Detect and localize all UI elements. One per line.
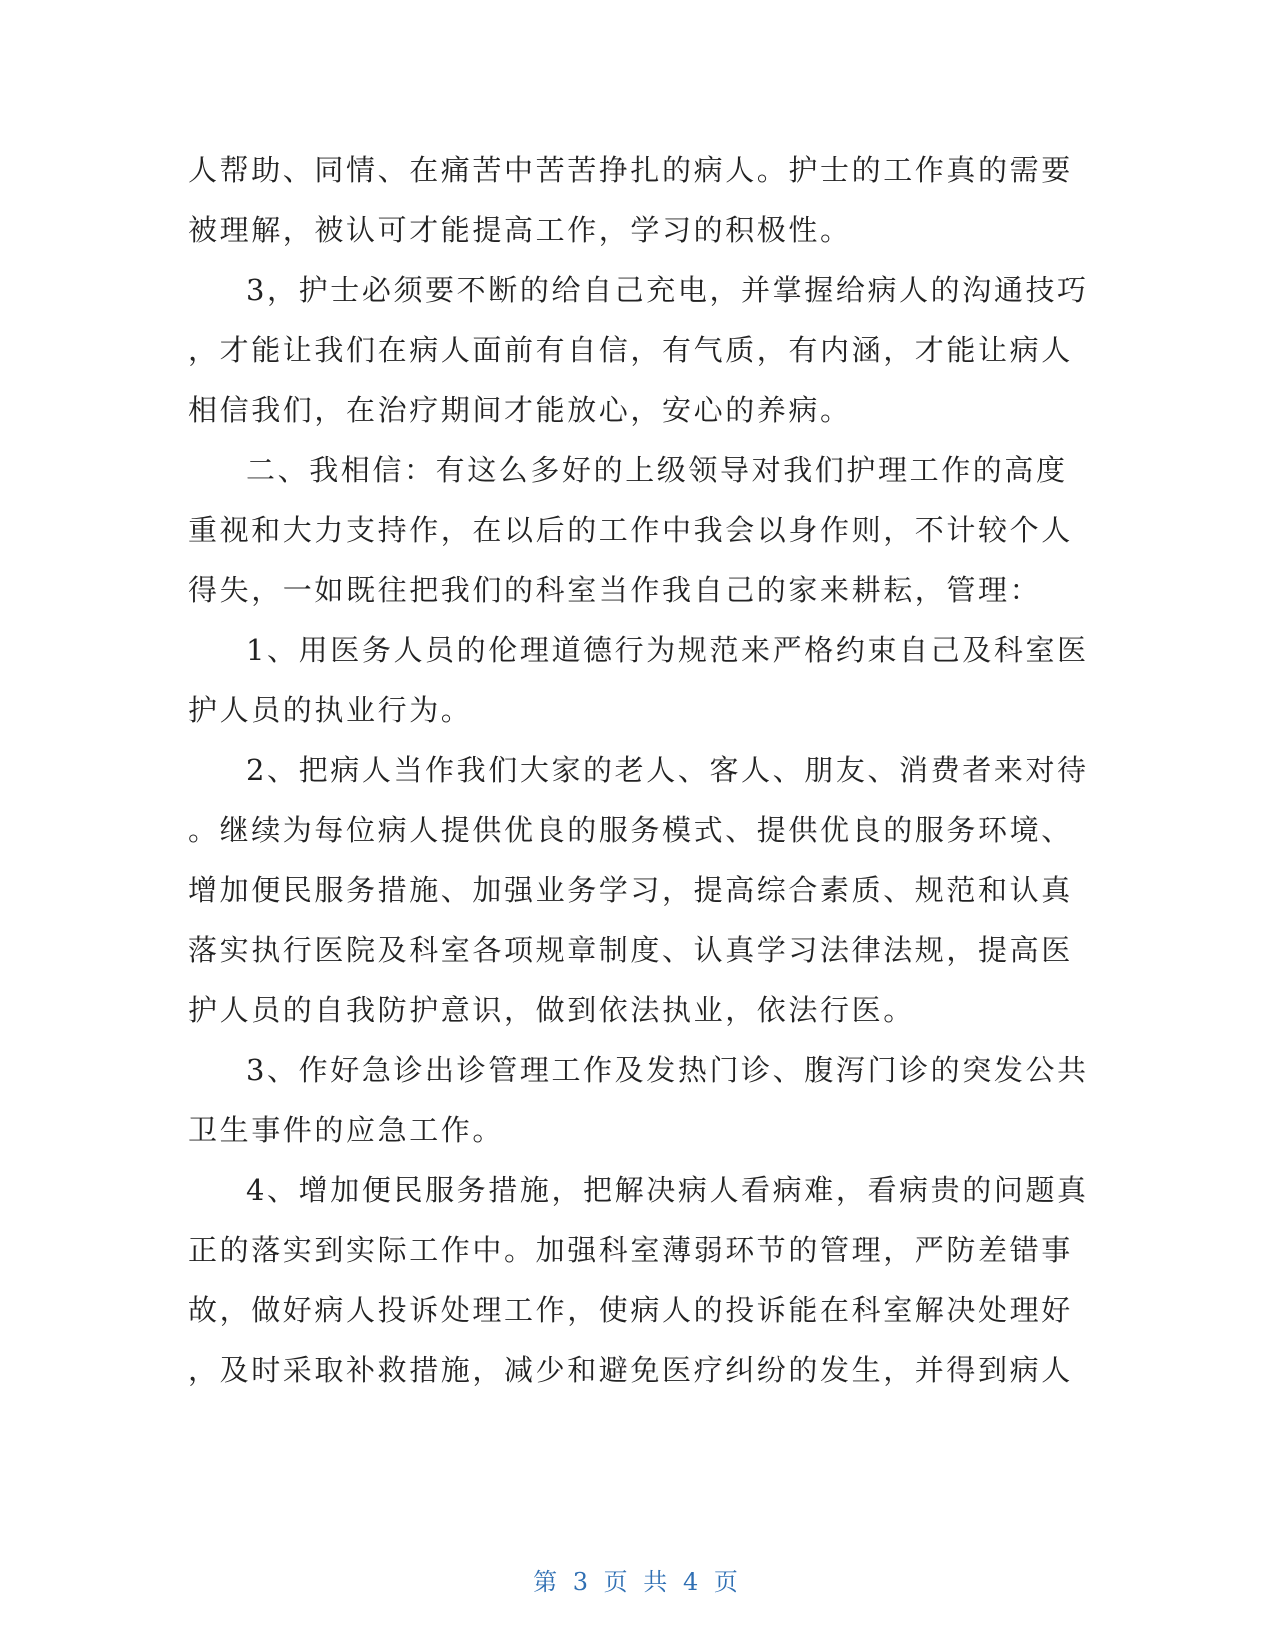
text-line: 被理解，被认可才能提高工作，学习的积极性。: [188, 213, 852, 247]
text-line: 故，做好病人投诉处理工作，使病人的投诉能在科室解决处理好: [188, 1293, 1073, 1327]
text-line: ，才能让我们在病人面前有自信，有气质，有内涵，才能让病人: [188, 333, 1073, 367]
paragraph-start-line: 4、增加便民服务措施，把解决病人看病难，看病贵的问题真: [246, 1173, 1089, 1207]
text-line: ，及时采取补救措施，减少和避免医疗纠纷的发生，并得到病人: [188, 1353, 1073, 1387]
text-line: 卫生事件的应急工作。: [188, 1113, 505, 1147]
text-line: 增加便民服务措施、加强业务学习，提高综合素质、规范和认真: [188, 873, 1073, 907]
text-line: 重视和大力支持作，在以后的工作中我会以身作则，不计较个人: [188, 513, 1073, 547]
text-line: 护人员的执业行为。: [188, 693, 473, 727]
text-line: 相信我们，在治疗期间才能放心，安心的养病。: [188, 393, 852, 427]
paragraph-start-line: 3，护士必须要不断的给自己充电，并掌握给病人的沟通技巧: [246, 273, 1089, 307]
paragraph-start-line: 2、把病人当作我们大家的老人、客人、朋友、消费者来对待: [246, 753, 1089, 787]
paragraph-start-line: 1、用医务人员的伦理道德行为规范来严格约束自己及科室医: [246, 633, 1089, 667]
text-line: 。继续为每位病人提供优良的服务模式、提供优良的服务环境、: [188, 813, 1073, 847]
text-line: 正的落实到实际工作中。加强科室薄弱环节的管理，严防差错事: [188, 1233, 1073, 1267]
text-line: 落实执行医院及科室各项规章制度、认真学习法律法规，提高医: [188, 933, 1073, 967]
section-heading-line: 二、我相信：有这么多好的上级领导对我们护理工作的高度: [246, 453, 1068, 487]
text-line: 人帮助、同情、在痛苦中苦苦挣扎的病人。护士的工作真的需要: [188, 153, 1073, 187]
paragraph-start-line: 3、作好急诊出诊管理工作及发热门诊、腹泻门诊的突发公共: [246, 1053, 1089, 1087]
text-line: 得失，一如既往把我们的科室当作我自己的家来耕耘，管理：: [188, 573, 1042, 607]
body-text: [188, 140, 1089, 1400]
page-number-footer: 第 3 页 共 4 页: [533, 1568, 742, 1596]
text-line: 护人员的自我防护意识，做到依法执业，依法行医。: [188, 993, 915, 1027]
